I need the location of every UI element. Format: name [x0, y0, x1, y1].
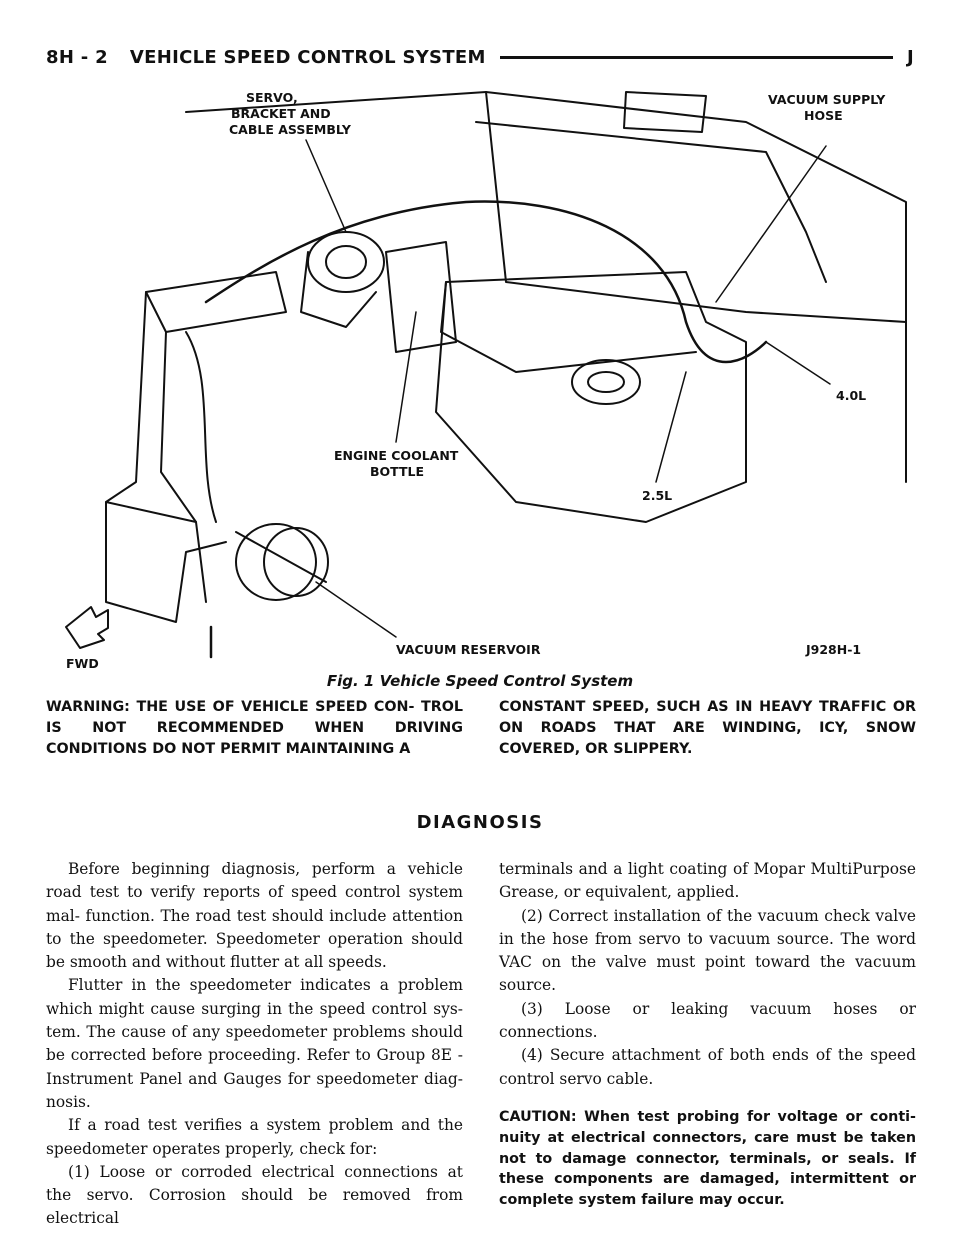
diagnosis-left-column [46, 858, 463, 1231]
figure-caption: Fig. 1 Vehicle Speed Control System [326, 672, 634, 690]
label-servo-2: BRACKET AND [231, 106, 331, 121]
label-vacuum-reservoir: VACUUM RESERVOIR [396, 642, 541, 657]
engine-block [436, 272, 746, 522]
leader-2-5 [656, 372, 686, 482]
paragraph-continuation: terminals and a light coating of Mopar MultiPurpose Grease, or equivalent, applied. [499, 860, 916, 902]
label-2-5l: 2.5L [642, 488, 673, 503]
label-coolant-2: BOTTLE [370, 464, 424, 479]
leader-coolant [396, 312, 416, 442]
paragraph: (3) Loose or leaking vacuum hoses or connections. [499, 999, 916, 1042]
label-servo-3: CABLE ASSEMBLY [229, 122, 351, 137]
throttle-body [572, 360, 640, 404]
warning-left: WARNING: THE USE OF VEHICLE SPEED CON- TROL IS NOT RECOMMENDED WHEN DRIVING CONDITIONS DO NOT PERMIT MAINTAINING A [46, 699, 463, 757]
header-edition: J [907, 46, 914, 68]
figure-vehicle-speed-control [46, 82, 914, 672]
label-servo-1: SERVO, [246, 90, 298, 105]
label-4-0l: 4.0L [836, 388, 867, 403]
diagnosis-right-column [499, 858, 916, 1211]
leader-servo [306, 140, 346, 232]
header-title: VEHICLE SPEED CONTROL SYSTEM [129, 46, 486, 68]
speed-control-diagram [46, 82, 914, 672]
label-vacuum-supply-1: VACUUM SUPPLY [768, 92, 886, 107]
servo-unit [308, 232, 384, 292]
leader-reservoir [316, 582, 396, 637]
leader-4-0 [766, 342, 830, 384]
label-fwd: FWD [66, 656, 99, 671]
caution-note: CAUTION: When test probing for voltage or conti- nuity at electrical connectors, care must be taken not to damage connector, terminals, or seals. If these components are damaged, intermittent or complete system failure may occur. [499, 1108, 916, 1209]
figure-code: J928H-1 [806, 642, 862, 657]
warning-right: CONSTANT SPEED, SUCH AS IN HEAVY TRAFFIC OR ON ROADS THAT ARE WINDING, ICY, SNOW COVERED, OR SLIPPERY. [499, 699, 916, 757]
paragraph: If a road test verifies a system problem and the speedometer operates properly, check for: [46, 1116, 463, 1158]
radiator-support [146, 272, 286, 332]
page-number: 8H - 2 [46, 46, 108, 68]
cable [186, 332, 216, 522]
label-coolant-1: ENGINE COOLANT [334, 448, 459, 463]
paragraph: Flutter in the speedometer indicates a problem which might cause surging in the speed control sys- tem. The cause of any speedometer problems should be corrected before proceeding. Refer to Group 8E - Instrument Panel and Gauges for speedometer diag- nosis. [46, 976, 463, 1111]
paragraph: (2) Correct installation of the vacuum check valve in the hose from servo to vacuum source. The word VAC on the valve must point toward the vacuum source. [499, 906, 916, 995]
label-vacuum-supply-2: HOSE [804, 108, 843, 123]
vacuum-hose [206, 202, 766, 362]
page-header [46, 42, 914, 72]
paragraph: Before beginning diagnosis, perform a vehicle road test to verify reports of speed control system mal- function. The road test should include attention to the speedometer. Speedometer operation should be smooth and without flutter at all speeds. [46, 860, 463, 972]
paragraph: (4) Secure attachment of both ends of the speed control servo cable. [499, 1046, 916, 1088]
fwd-arrow-icon [66, 607, 108, 648]
section-title: DIAGNOSIS [416, 812, 544, 833]
header-rule [500, 56, 893, 59]
leader-vacuum-supply [716, 146, 826, 302]
paragraph: (1) Loose or corroded electrical connections at the servo. Corrosion should be removed from electrical [46, 1162, 463, 1228]
